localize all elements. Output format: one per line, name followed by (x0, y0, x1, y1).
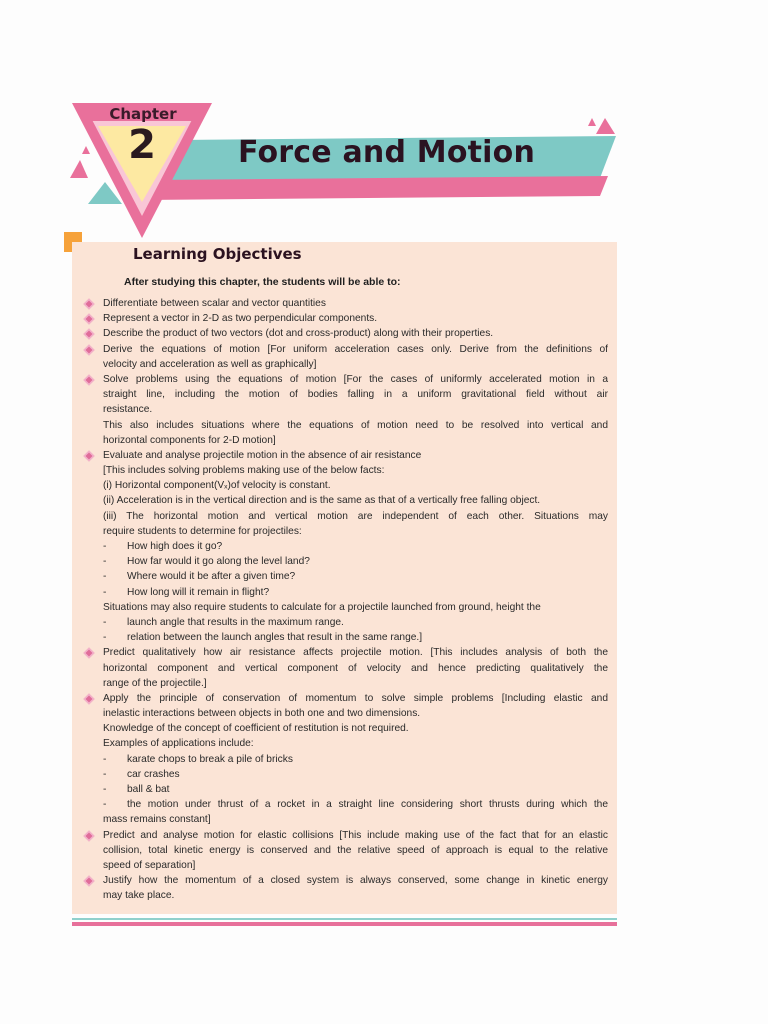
objective-text: Evaluate and analyse projectile motion in the absence of air resistance (103, 449, 422, 461)
objective-text: the motion under thrust of a rocket in a straight line considering short thrusts during which the (127, 799, 608, 811)
objective-continuation (84, 676, 608, 691)
chapter-number: 2 (128, 122, 156, 168)
objective-text: relation between the launch angles that result in the same range.] (127, 632, 423, 644)
dash-marker: - (103, 556, 107, 568)
objective-text: ball & bat (127, 784, 170, 795)
diamond-bullet-icon (83, 648, 94, 659)
objective-text: Solve problems using the equations of motion [For the cases of uniformly accelerated motion in a (103, 373, 608, 385)
objective-subitem (84, 767, 608, 782)
bottom-rule-teal (72, 918, 617, 920)
objective-text: require students to determine for projectiles: (103, 525, 302, 537)
deco-triangle-right (596, 118, 615, 134)
objective-continuation (84, 357, 608, 372)
diamond-bullet-icon (83, 298, 94, 309)
dash-marker: - (103, 616, 107, 628)
objective-text: Knowledge of the concept of coefficient of restitution is not required. (103, 723, 409, 735)
objective-continuation (84, 524, 608, 539)
objective-subitem (84, 569, 608, 584)
objective-subitem (84, 539, 608, 554)
diamond-bullet-icon (83, 450, 94, 461)
objective-continuation (84, 402, 608, 417)
objective-subitem (84, 782, 608, 797)
objective-item (84, 691, 608, 706)
objective-text: horizontal component and vertical component of velocity and hence predicting qualitatively the (103, 662, 608, 674)
objective-text: speed of separation] (103, 859, 196, 871)
dash-marker: - (103, 799, 107, 811)
objectives-heading: Learning Objectives (133, 245, 302, 263)
objective-subitem (84, 615, 608, 630)
deco-triangle-left-small (82, 146, 90, 154)
objective-text: (iii) The horizontal motion and vertical motion are independent of each other. Situations may (103, 510, 608, 522)
objective-text: Predict and analyse motion for elastic collisions [This include making use of the fact that for an elastic (103, 829, 608, 841)
objective-text: (ii) Acceleration is in the vertical direction and is the same as that of a vertically free falling object. (103, 495, 541, 507)
objective-continuation (84, 493, 608, 508)
objectives-list (84, 296, 608, 904)
objective-item (84, 873, 608, 888)
objective-subitem (84, 797, 608, 812)
objective-continuation (84, 843, 608, 858)
diamond-bullet-icon (83, 374, 94, 385)
objective-subitem (84, 554, 608, 569)
objective-item (84, 311, 608, 326)
objective-text: Predict qualitatively how air resistance affects projectile motion. [This includes analysis of both the (103, 647, 608, 659)
objective-text: velocity and acceleration as well as graphically] (103, 358, 317, 370)
objective-item (84, 326, 608, 341)
dash-marker: - (103, 753, 107, 765)
diamond-bullet-icon (83, 344, 94, 355)
objective-text: Justify how the momentum of a closed system is always conserved, some change in kinetic energy (103, 875, 608, 887)
chapter-title: Force and Motion (238, 135, 536, 170)
objective-continuation (84, 721, 608, 736)
objective-text: straight line, including the motion of bodies falling in a uniform gravitational field without air (103, 389, 608, 401)
objective-text: Situations may also require students to calculate for a projectile launched from ground, height the (103, 601, 541, 613)
objective-continuation (84, 387, 608, 402)
objective-subitem (84, 630, 608, 645)
objective-text: Represent a vector in 2-D as two perpendicular components. (103, 313, 378, 325)
diamond-bullet-icon (83, 830, 94, 841)
objective-continuation (84, 736, 608, 751)
objective-text: Where would it be after a given time? (127, 571, 296, 583)
objective-text: Examples of applications include: (103, 738, 254, 750)
objective-text: Derive the equations of motion [For uniform acceleration cases only. Derive from the definitions of (103, 343, 608, 355)
objective-text: mass remains constant] (103, 814, 211, 826)
objective-text: may take place. (103, 890, 175, 902)
title-banner-pink-stripe (142, 176, 608, 200)
chapter-label: Chapter (109, 105, 177, 123)
objective-continuation (84, 463, 608, 478)
dash-marker: - (103, 586, 107, 598)
objective-text: karate chops to break a pile of bricks (127, 753, 293, 765)
objective-item (84, 296, 608, 311)
objective-text: Differentiate between scalar and vector quantities (103, 298, 326, 309)
objective-text: inelastic interactions between objects in both one and two dimensions. (103, 708, 421, 720)
objective-text: resistance. (103, 404, 153, 416)
objective-subitem (84, 752, 608, 767)
diamond-bullet-icon (83, 314, 94, 325)
dash-marker: - (103, 541, 107, 552)
objective-continuation (84, 600, 608, 615)
objective-continuation (84, 888, 608, 903)
objective-text: Describe the product of two vectors (dot and cross-product) along with their properties. (103, 328, 494, 340)
objective-text: How far would it go along the level land? (127, 556, 310, 568)
deco-triangle-right-small (588, 118, 596, 126)
dash-marker: - (103, 632, 107, 644)
deco-triangle-left-pink (70, 160, 88, 178)
objective-continuation (84, 858, 608, 873)
diamond-bullet-icon (83, 329, 94, 340)
diamond-bullet-icon (83, 875, 94, 886)
objective-item (84, 828, 608, 843)
objective-item (84, 342, 608, 357)
objective-text: (i) Horizontal component(Vₓ)of velocity is constant. (103, 480, 331, 492)
objective-item (84, 372, 608, 387)
objective-continuation (84, 509, 608, 524)
objective-item (84, 448, 608, 463)
objective-text: Apply the principle of conservation of momentum to solve simple problems [Including elastic and (103, 692, 608, 704)
objective-continuation (84, 812, 608, 827)
objectives-intro: After studying this chapter, the students will be able to: (124, 276, 401, 288)
dash-marker: - (103, 784, 107, 795)
objective-continuation (84, 706, 608, 721)
objective-text: collision, total kinetic energy is conserved and the relative speed of approach is equal to the relative (103, 844, 608, 856)
objective-text: range of the projectile.] (103, 677, 207, 689)
objective-continuation (84, 418, 608, 433)
objective-continuation (84, 478, 608, 493)
objective-text: How high does it go? (127, 541, 223, 552)
objective-text: How long will it remain in flight? (127, 586, 270, 598)
objective-text: This also includes situations where the equations of motion need to be resolved into vertical and (103, 419, 608, 431)
objective-subitem (84, 585, 608, 600)
objective-continuation (84, 661, 608, 676)
dash-marker: - (103, 768, 107, 780)
diamond-bullet-icon (83, 693, 94, 704)
objective-text: car crashes (127, 768, 180, 780)
objective-text: [This includes solving problems making use of the below facts: (103, 465, 385, 477)
objective-item (84, 645, 608, 660)
dash-marker: - (103, 571, 107, 583)
bottom-rule-pink (72, 922, 617, 926)
objective-text: horizontal components for 2-D motion] (103, 434, 276, 446)
objective-text: launch angle that results in the maximum range. (127, 616, 344, 628)
objective-continuation (84, 433, 608, 448)
